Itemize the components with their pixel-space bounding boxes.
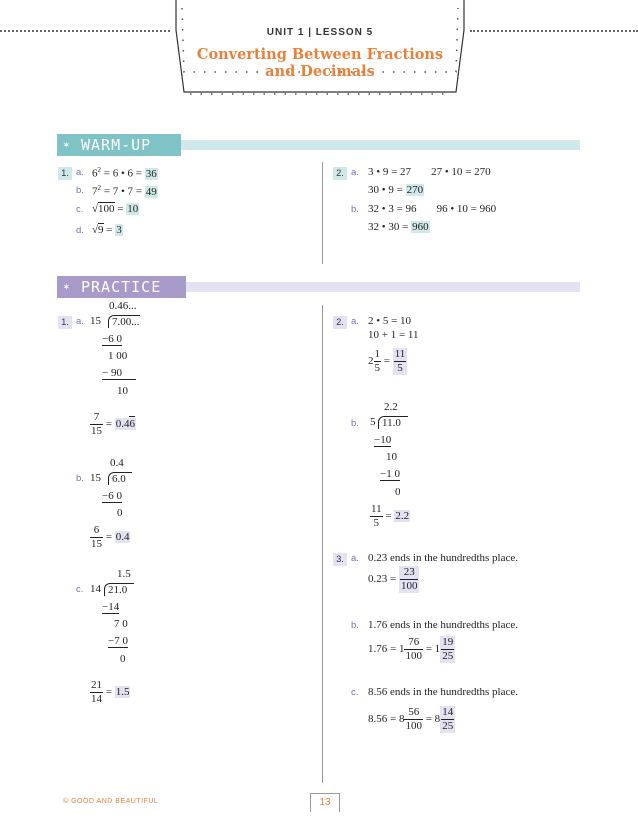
practice-column-divider	[322, 305, 323, 783]
practice-q2b-step: −10	[374, 434, 392, 446]
unit-lesson-label: UNIT 1 | LESSON 5	[266, 27, 374, 38]
practice-heading: ✶ PRACTICE	[57, 276, 186, 298]
header-dotted-rule-left	[0, 30, 170, 32]
practice-q3b-text: 1.76 ends in the hundredths place.	[368, 619, 518, 631]
practice-q1b-quotient: 0.4	[110, 457, 124, 469]
practice-q3a-result: 0.23 = $\frac{23}{100}$	[368, 566, 418, 592]
warmup-q2a-line1: 3 • 9 = 27 27 • 10 = 270	[368, 166, 491, 178]
practice-q1a-step: 1 00	[108, 350, 128, 362]
practice-q2b-step: −1 0	[380, 468, 400, 480]
practice-q3-number: 3.	[333, 553, 347, 566]
warmup-q2a-line2: 30 • 9 = 270	[368, 184, 424, 196]
practice-q1a-quotient: 0.46...	[109, 300, 137, 312]
warmup-q1-number: 1.	[58, 167, 72, 180]
practice-q1a-step: − 90	[102, 367, 136, 380]
practice-q3a-label: a.	[351, 553, 359, 564]
practice-q3a-text: 0.23 ends in the hundredths place.	[368, 552, 518, 564]
practice-q2b-step: 0	[395, 486, 401, 498]
practice-q2b-divisor: 5	[370, 416, 376, 428]
practice-bar	[180, 282, 580, 292]
sparkle-icon: ✶	[63, 280, 71, 293]
practice-q3c-result: 8.56 = 8 $\frac{56}{100}$ = 8 $\frac{14}{25}$	[368, 706, 454, 732]
practice-q1b-result: $\frac{6}{15}$ = 0.4	[91, 524, 130, 550]
practice-q1b-step: 0	[117, 507, 123, 519]
practice-q2-number: 2.	[333, 316, 347, 329]
practice-q1a-divisor: 15	[90, 315, 101, 327]
practice-q1c-step: 7 0	[114, 618, 128, 630]
warmup-q1c: √100 = 10	[92, 203, 139, 215]
warmup-q1a-label: a.	[76, 167, 84, 178]
practice-q1c-dividend: 21.0	[104, 583, 134, 596]
practice-q1a-label: a.	[76, 316, 84, 327]
footer-brand: © GOOD AND BEAUTIFUL	[63, 798, 159, 805]
practice-q3c-text: 8.56 ends in the hundredths place.	[368, 686, 518, 698]
warmup-bar	[170, 140, 580, 150]
warmup-q1b: $7^2 = 7$ • 7 = 49	[92, 184, 157, 198]
practice-q1b-divisor: 15	[90, 472, 101, 484]
warmup-q2b-label: b.	[351, 204, 359, 215]
page-number: 13	[310, 793, 340, 812]
practice-q2b-quotient: 2.2	[384, 401, 398, 413]
warmup-heading: ✶ WARM-UP	[57, 134, 181, 156]
practice-q1c-label: c.	[76, 584, 84, 595]
practice-q1b-step: −6 0	[102, 490, 122, 502]
warmup-q1b-label: b.	[76, 185, 84, 196]
warmup-q1d: √9 = 3	[92, 224, 122, 236]
warmup-q1a: $6^2 = 6$ • 6 = 36	[92, 166, 157, 180]
practice-q1c-step: −7 0	[108, 635, 128, 647]
practice-q1c-divisor: 14	[90, 583, 101, 595]
warmup-column-divider	[322, 162, 323, 264]
header-dotted-rule-right	[470, 30, 638, 32]
practice-q3c-label: c.	[351, 687, 359, 698]
warmup-q2-number: 2.	[333, 167, 347, 180]
warmup-q2b-line1: 32 • 3 = 96 96 • 10 = 960	[368, 203, 497, 215]
practice-q1c-result: $\frac{21}{14}$ = 1.5	[91, 679, 130, 705]
practice-q1-number: 1.	[58, 316, 72, 329]
practice-q2a-line2: 10 + 1 = 11	[368, 329, 419, 341]
practice-q2b-label: b.	[351, 418, 359, 429]
sparkle-icon: ✶	[63, 138, 71, 151]
practice-q1c-step: −14	[102, 601, 120, 613]
practice-q2b-dividend: 11.0	[378, 416, 408, 429]
practice-q2b-step: 10	[386, 451, 397, 463]
practice-q1a-step: 10	[117, 385, 128, 397]
practice-q2a-line1: 2 • 5 = 10	[368, 315, 412, 327]
warmup-q1c-label: c.	[76, 204, 84, 215]
practice-q3b-label: b.	[351, 620, 359, 631]
practice-q1b-dividend: 6.0	[108, 472, 132, 485]
warmup-q2b-line2: 32 • 30 = 960	[368, 221, 429, 233]
practice-q1a-dividend: 7.00...	[108, 315, 140, 328]
practice-q2a-label: a.	[351, 316, 359, 327]
practice-q3b-result: 1.76 = 1 $\frac{76}{100}$ = 1 $\frac{19}{25}$	[368, 636, 454, 662]
practice-q1a-step: −6 0	[102, 333, 122, 345]
practice-q1c-quotient: 1.5	[117, 568, 131, 580]
practice-q1c-step: 0	[120, 653, 126, 665]
warmup-q2a-label: a.	[351, 167, 359, 178]
practice-q1b-label: b.	[76, 473, 84, 484]
practice-q2b-result: $\frac{11}{5}$ = 2.2	[371, 503, 410, 529]
practice-q2a-result: 2 $\frac{1}{5}$ = $\frac{11}{5}$	[368, 348, 406, 374]
warmup-q1d-label: d.	[76, 225, 84, 236]
page-title: Converting Between Fractions and Decimals	[196, 46, 444, 80]
practice-q1a-result: $\frac{7}{15}$ = 0.46	[91, 411, 135, 437]
